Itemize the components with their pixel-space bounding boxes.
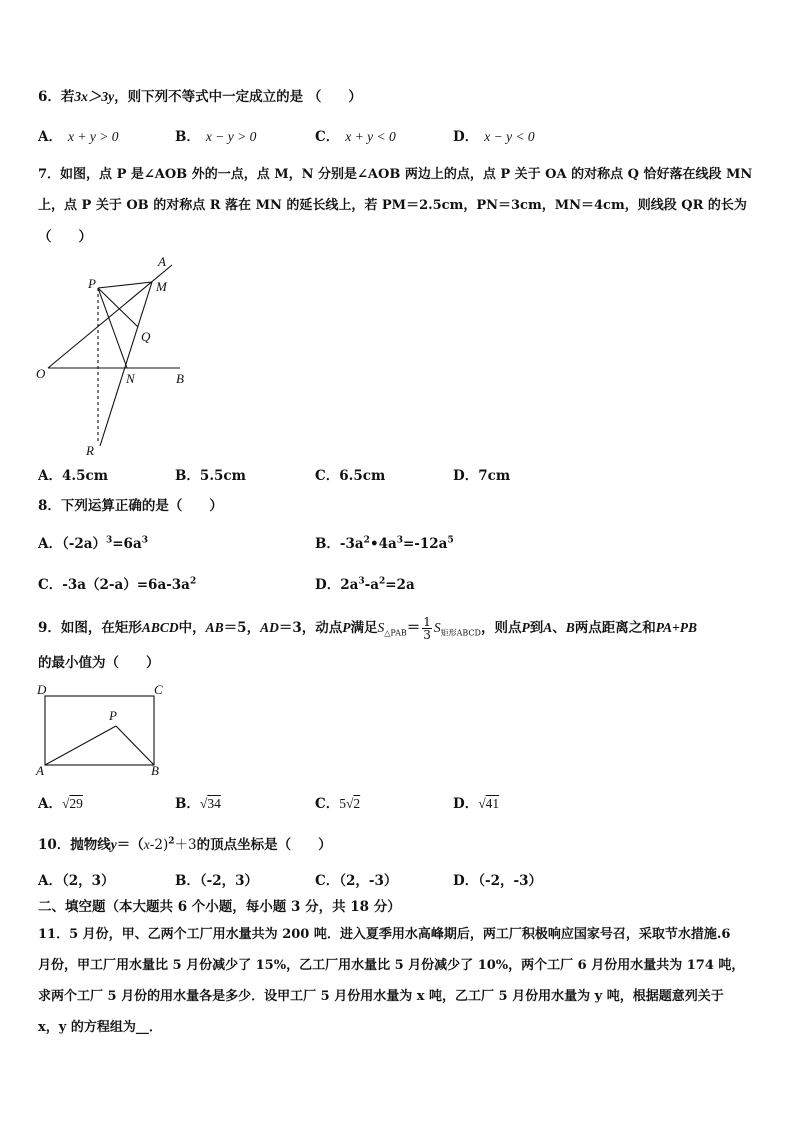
q8-option-c[interactable]: C．$-3a(2-a)=6a-3a^2$	[38, 576, 197, 593]
q8-option-d[interactable]: D．$2a^3-a^2=2a$	[315, 576, 415, 593]
label-d: D	[37, 682, 47, 697]
q6-option-b[interactable]: B． x − y > 0	[175, 129, 257, 145]
segment-pn	[98, 288, 127, 368]
q10-stem: 10．抛物线y＝（x-2)$^2$＋3的顶点坐标是（ ）	[38, 836, 332, 853]
q11-stem-line3: 求两个工厂 5 月份的用水量各是多少．设甲工厂 5 月份用水量为 x 吨，乙工厂 5 月份用水量为 y 吨，根据题意列关于	[38, 989, 724, 1004]
q7-option-b[interactable]: B．5.5cm	[175, 468, 246, 484]
label-b: B	[151, 763, 159, 778]
label-p: P	[88, 276, 96, 291]
q10-option-c[interactable]: C．（2，-3）	[315, 873, 398, 889]
q10-option-d[interactable]: D．（-2，-3）	[453, 873, 542, 889]
q7-option-c[interactable]: C．6.5cm	[315, 468, 386, 484]
q9-option-d[interactable]: D．√41	[453, 796, 500, 812]
ray-oa	[48, 265, 172, 368]
label-o: O	[36, 366, 46, 381]
rectangle-abcd	[45, 696, 154, 765]
q11-stem-line4: x，y 的方程组为__．	[38, 1020, 162, 1035]
q7-stem-line1: 7．如图，点 P 是∠AOB 外的一点，点 M，N 分别是∠AOB 两边上的点，点 P 关于 OA 的对称点 Q 恰好落在线段 MN	[38, 167, 753, 182]
q7-stem-line3: （ ）	[38, 229, 92, 245]
section-heading-fill-in: 二、填空题（本大题共 6 个小题，每小题 3 分，共 18 分）	[38, 899, 401, 915]
q9-stem-line2: 的最小值为（ ）	[38, 655, 160, 671]
q8-option-b[interactable]: B．$-3a^2•4a^3=-12a^5$	[315, 535, 454, 552]
q10-option-b[interactable]: B．（-2，3）	[175, 873, 259, 889]
q9-figure	[30, 682, 180, 782]
q7-option-a[interactable]: A．4.5cm	[38, 468, 108, 484]
label-c: C	[154, 682, 163, 697]
fraction-one-third: $\frac{1}{3}$	[423, 615, 431, 642]
q7-stem-line2: 上，点 P 关于 OB 的对称点 R 落在 MN 的延长线上，若 PM＝2.5cm，PN＝3cm，MN＝4cm，则线段 QR 的长为	[38, 198, 747, 213]
label-r: R	[86, 443, 94, 458]
q6-option-c[interactable]: C． x + y < 0	[315, 129, 396, 145]
q8-option-a[interactable]: A．$(-2a)^3=6a^3$	[38, 535, 148, 552]
segment-pm	[98, 282, 152, 288]
label-n: N	[126, 371, 135, 386]
q7-figure	[30, 252, 200, 462]
label-a: A	[36, 763, 44, 778]
q6-option-a[interactable]: A． x + y > 0	[38, 129, 119, 145]
q6-option-d[interactable]: D． x − y < 0	[453, 129, 535, 145]
label-q: Q	[141, 329, 151, 344]
q10-option-a[interactable]: A．（2，3）	[38, 873, 115, 889]
segment-pa	[45, 726, 116, 765]
segment-mr	[100, 282, 152, 446]
q6-stem: 6．若3x＞3y，则下列不等式中一定成立的是 （ ）	[38, 89, 362, 105]
q9-option-b[interactable]: B．√34	[175, 796, 221, 812]
q7-option-d[interactable]: D．7cm	[453, 468, 511, 484]
segment-pb	[116, 726, 154, 765]
label-p: P	[109, 708, 117, 723]
label-b: B	[176, 371, 184, 386]
q9-stem-line1: 9．如图，在矩形ABCD中，AB＝5，AD＝3，动点P满足$S_{\triangle PAB}=$ $\frac{1}{3}$ $S_{矩形ABCD}$，则点P到A、B两点距离之和PA+PB	[38, 615, 697, 642]
q11-stem-line1: 11．5 月份，甲、乙两个工厂用水量共为 200 吨．进入夏季用水高峰期后，两工厂积极响应国家号召，采取节水措施.6	[38, 927, 731, 942]
q9-option-c[interactable]: C．5√2	[315, 796, 361, 812]
q8-stem: 8．下列运算正确的是（ ）	[38, 498, 223, 514]
q11-stem-line2: 月份，甲工厂用水量比 5 月份减少了 15%，乙工厂用水量比 5 月份减少了 10%，两个工厂 6 月份用水量共为 174 吨，	[38, 958, 745, 973]
q9-option-a[interactable]: A．√29	[38, 796, 83, 812]
label-m: M	[156, 279, 167, 294]
label-a: A	[158, 254, 166, 269]
